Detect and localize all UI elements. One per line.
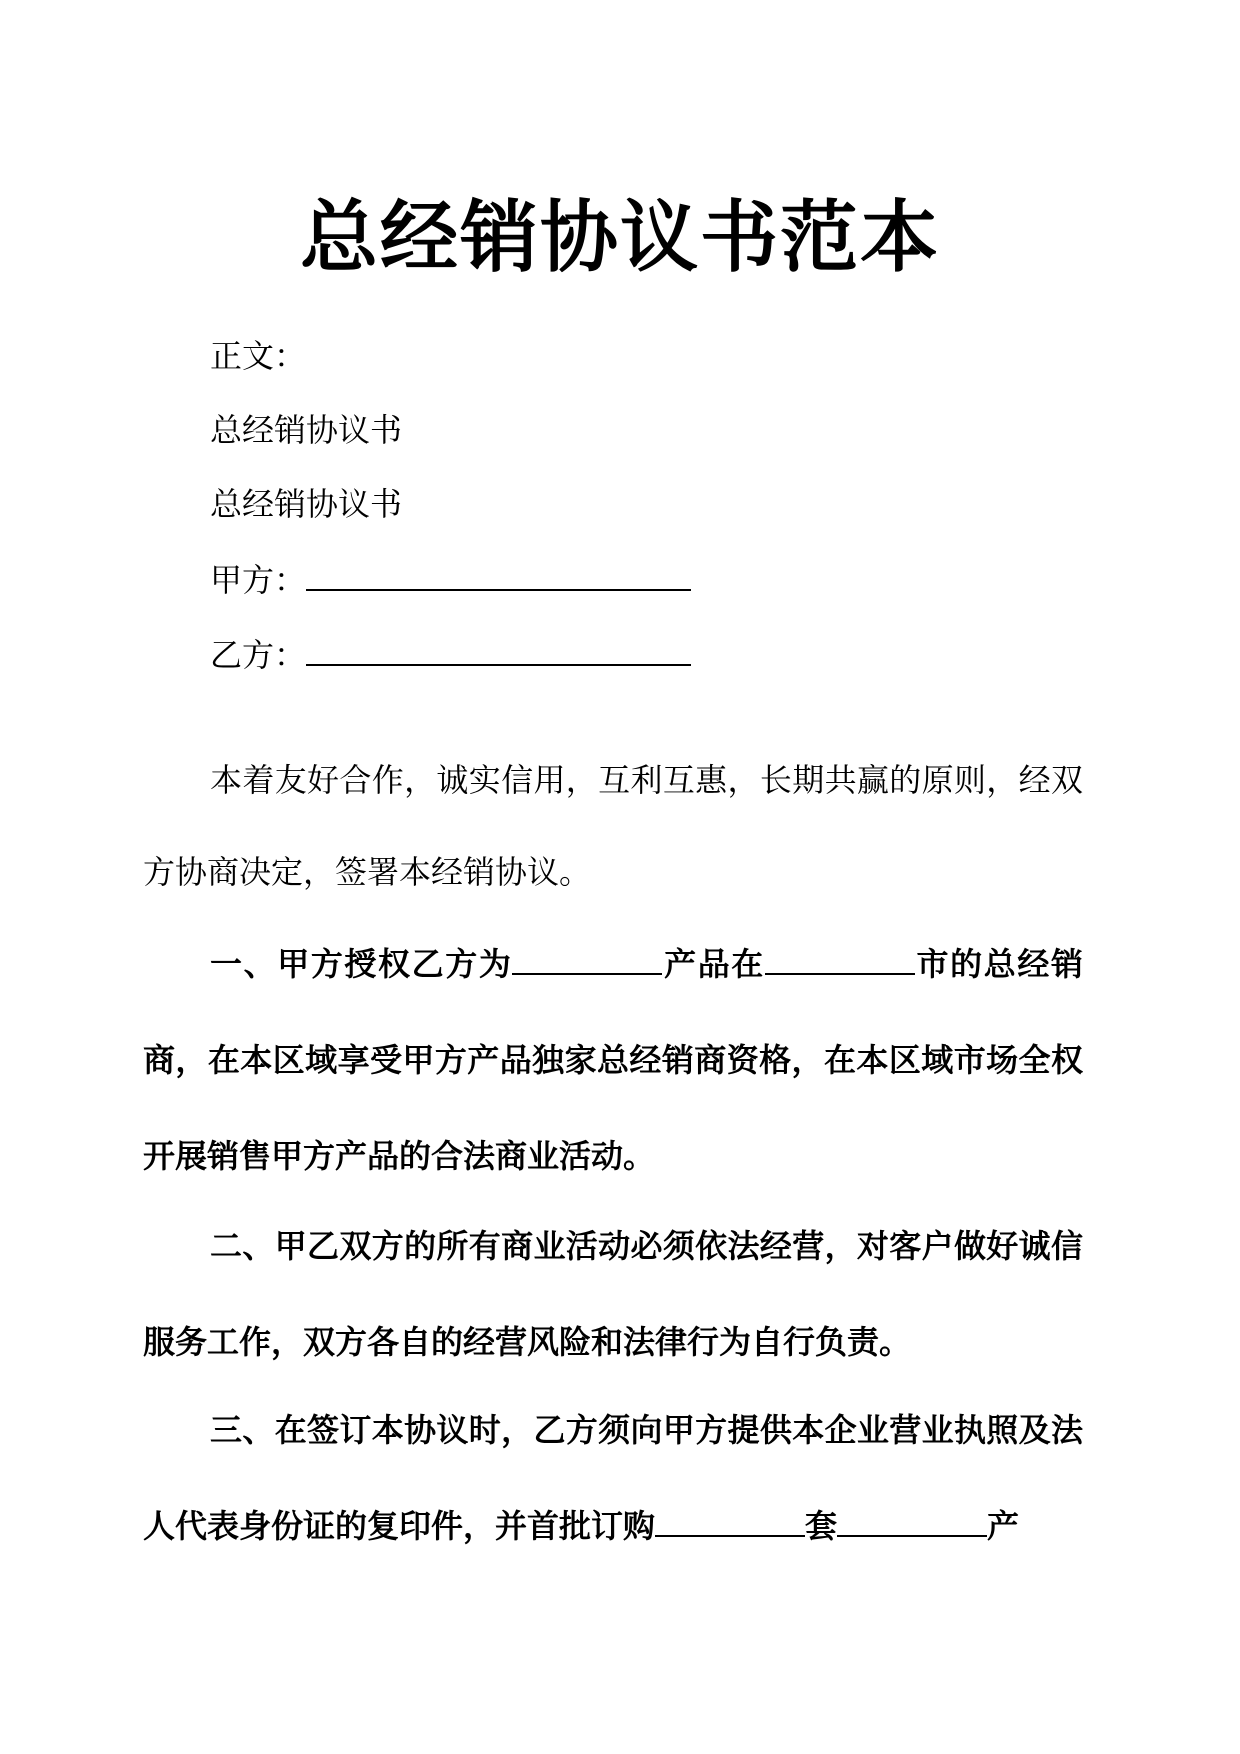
clause-1-part-b: 产品在 — [662, 945, 765, 983]
clause-3-part-a: 三、在签订本协议时，乙方须向甲方提供本企业营业执照及法人代表身份证的复印件，并首批订购 — [143, 1411, 1083, 1545]
city-blank — [765, 943, 915, 975]
subtitle-line: 总经销协议书 — [210, 485, 403, 523]
party-a-line — [210, 559, 691, 600]
quantity-blank — [655, 1505, 805, 1537]
intro-paragraph: 本着友好合作，诚实信用，互利互惠，长期共赢的原则，经双方协商决定，签署本经销协议。 — [143, 761, 1083, 891]
document-title: 总经销协议书范本 — [299, 193, 940, 283]
body-label: 正文： — [210, 337, 307, 375]
clause-3-part-b: 套 — [805, 1507, 838, 1545]
clause-1 — [143, 916, 1083, 1204]
party-a-label: 甲方： — [210, 561, 307, 599]
item-blank — [837, 1505, 987, 1537]
party-b-blank — [306, 634, 691, 666]
clause-1-part-a: 一、甲方授权乙方为 — [210, 945, 513, 983]
product-blank — [512, 943, 662, 975]
clause-3-part-c: 产 — [987, 1507, 1020, 1545]
party-b-line — [210, 634, 691, 675]
clause-1-part-c: 市的总经销商，在本区域享受甲方产品独家总经销商资格，在本区域市场全权开展销售甲方产品的合法商业活动。 — [143, 945, 1083, 1175]
clause-3 — [143, 1382, 1083, 1574]
subtitle-line: 总经销协议书 — [210, 411, 403, 449]
clause-2: 二、甲乙双方的所有商业活动必须依法经营，对客户做好诚信服务工作，双方各自的经营风险和法律行为自行负责。 — [143, 1227, 1083, 1361]
party-b-label: 乙方： — [210, 636, 307, 674]
party-a-blank — [306, 559, 691, 591]
